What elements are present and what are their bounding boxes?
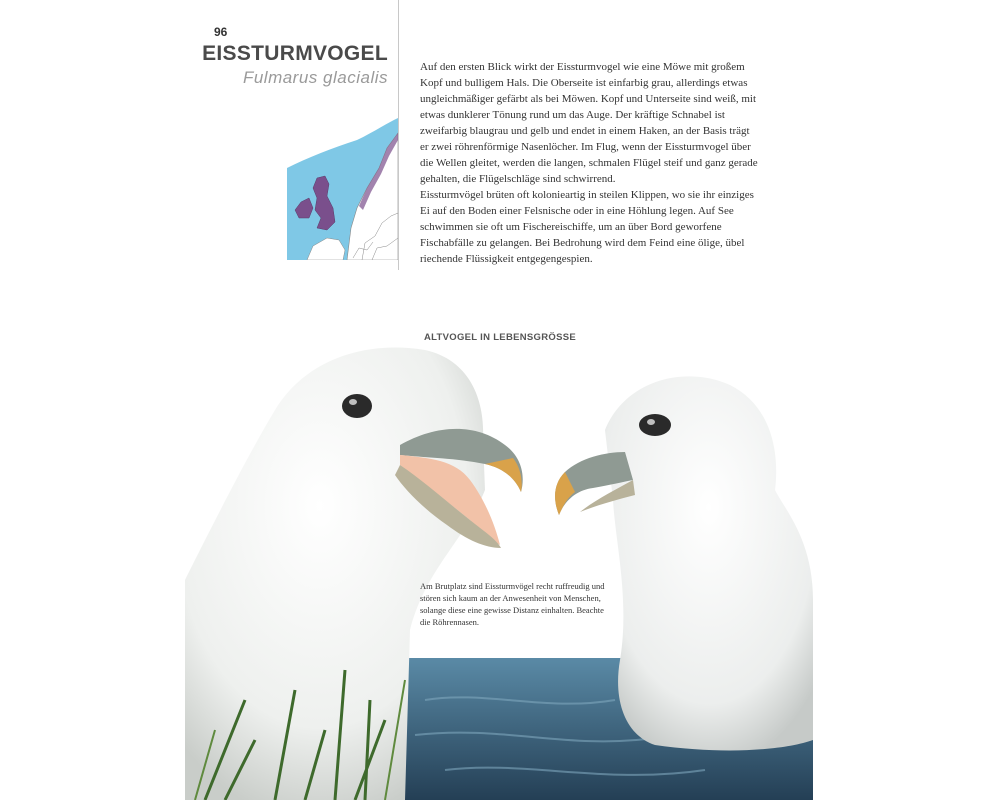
- figure-caption: Am Brutplatz sind Eissturmvögel recht ruffreudig und stören sich kaum an der Anwesenheit von Menschen, solange diese eine gewisse Distanz einhalten. Beachte die Röhrennasen.: [420, 581, 605, 627]
- page-number: 96: [214, 25, 228, 39]
- column-divider: [398, 0, 399, 270]
- description-paragraph: Eissturmvögel brüten oft kolonieartig in steilen Klippen, wo sie ihr einziges Ei auf den Boden einer Felsnische oder in eine Höhlung legen. Auf See schwimmen sie oft um Fischereischiffe, um an über Bord geworfene Fischabfälle zu gelangen. Bei Bedrohung wird dem Feind eine ölige, übel riechende Flüssigkeit entgegengespien.: [420, 189, 754, 265]
- species-latin-name: Fulmarus glacialis: [242, 68, 388, 87]
- species-description: [420, 59, 760, 267]
- species-title: EISSTURMVOGEL: [202, 42, 388, 65]
- fulmar-photo: [185, 340, 813, 800]
- distribution-map: [287, 118, 398, 260]
- description-paragraph: Auf den ersten Blick wirkt der Eissturmvogel wie eine Möwe mit großem Kopf und bulligem Hals. Die Oberseite ist einfarbig grau, allerdings etwas ungleichmäßiger gefärbt als bei Möwen. Kopf und Unterseite sind weiß, mit etwas dunklerer Tönung rund um das Auge. Der kräftige Schnabel ist zweifarbig blaugrau und gelb und endet in einem Haken, an der Basis trägt er zwei röhrenförmige Nasenlöcher. Im Flug, wenn der Eissturmvogel über die Wellen gleitet, werden die langen, schmalen Flügel steif und ganz gerade gehalten, die Flügelschläge sind schwirrend.: [420, 61, 758, 185]
- figure-header: ALTVOGEL IN LEBENSGRÖSSE: [423, 332, 576, 343]
